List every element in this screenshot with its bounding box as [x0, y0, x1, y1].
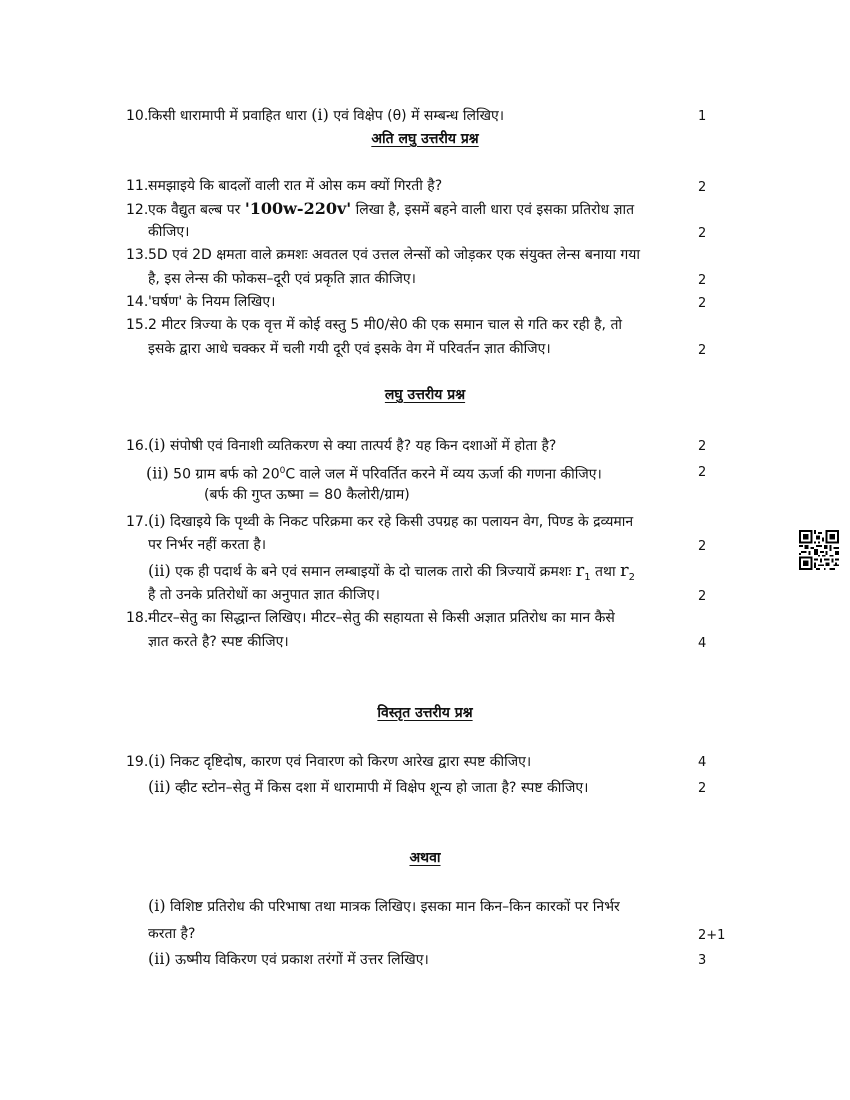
question-12-line2: कीजिए। — [148, 224, 190, 240]
alt-question-i-line2: करता है? — [148, 926, 196, 942]
section-heading-very-short: अति लघु उत्तरीय प्रश्न — [371, 131, 479, 147]
question-17-ii-marks: 2 — [698, 589, 707, 604]
question-16-i-marks: 2 — [698, 439, 707, 454]
question-18-marks: 4 — [698, 636, 707, 651]
question-16-i: 16.(i) संपोषी एवं विनाशी व्यतिकरण से क्या तात्पर्य है? यह किन दशाओं में होता है? — [126, 435, 557, 454]
question-10-marks: 1 — [698, 109, 707, 124]
question-17-ii: (ii) एक ही पदार्थ के बने एवं समान लम्बाइयों के दो चालक तारो की त्रिज्यायें क्रमशः $r_1$ तथा $r_2$ — [148, 560, 636, 583]
question-19-ii-marks: 2 — [698, 781, 707, 796]
question-18: 18.मीटर–सेतु का सिद्धान्त लिखिए। मीटर–सेतु की सहायता से किसी अज्ञात प्रतिरोध का मान कैसे — [126, 610, 615, 626]
section-heading-long: विस्तृत उत्तरीय प्रश्न — [377, 705, 473, 721]
question-15-marks: 2 — [698, 343, 707, 358]
question-15-line2: इसके द्वारा आधे चक्कर में चली गयी दूरी एवं इसके वेग में परिवर्तन ज्ञात कीजिए। — [148, 341, 551, 357]
question-14: 14.'घर्षण' के नियम लिखिए। — [126, 294, 276, 310]
question-19-i-marks: 4 — [698, 755, 707, 770]
question-12-marks: 2 — [698, 226, 707, 241]
question-18-line2: ज्ञात करते है? स्पष्ट कीजिए। — [148, 634, 289, 650]
alt-question-i-marks: 2+1 — [698, 928, 726, 943]
question-13: 13.5D एवं 2D क्षमता वाले क्रमशः अवतल एवं उत्तल लेन्सों को जोड़कर एक संयुक्त लेन्स बनाया गया — [126, 247, 641, 263]
question-14-marks: 2 — [698, 296, 707, 311]
alt-question-ii: (ii) ऊष्मीय विकिरण एवं प्रकाश तरंगों में उत्तर लिखिए। — [148, 949, 429, 968]
question-17-ii-line2: है तो उनके प्रतिरोधों का अनुपात ज्ञात कीजिए। — [148, 587, 380, 603]
alt-question-i: (i) विशिष्ट प्रतिरोध की परिभाषा तथा मात्रक लिखिए। इसका मान किन–किन कारकों पर निर्भर — [148, 896, 620, 915]
section-heading-short: लघु उत्तरीय प्रश्न — [384, 387, 466, 403]
question-10: 10.किसी धारामापी में प्रवाहित धारा (i) एवं विक्षेप (θ) में सम्बन्ध लिखिए। — [126, 105, 505, 124]
question-16-ii-note: (बर्फ की गुप्त ऊष्मा = 80 कैलोरी/ग्राम) — [204, 487, 410, 503]
question-13-line2: है, इस लेन्स की फोकस–दूरी एवं प्रकृति ज्ञात कीजिए। — [148, 271, 416, 287]
question-17-i: 17.(i) दिखाइये कि पृथ्वी के निकट परिक्रमा कर रहे किसी उपग्रह का पलायन वेग, पिण्ड के द्रव्यमान — [126, 511, 634, 530]
question-12: 12.एक वैद्युत बल्ब पर '100w-220v' लिखा है, इसमें बहने वाली धारा एवं इसका प्रतिरोध ज्ञात — [126, 199, 635, 218]
question-16-ii: (ii) 50 ग्राम बर्फ को $20^0C$ वाले जल में परिवर्तित करने में व्यय ऊर्जा की गणना कीजिए। — [146, 463, 602, 483]
question-17-i-marks: 2 — [698, 539, 707, 554]
question-11-marks: 2 — [698, 180, 707, 195]
qr-code-icon[interactable] — [799, 530, 839, 570]
section-heading-or: अथवा — [409, 850, 441, 866]
question-17-i-line2: पर निर्भर नहीं करता है। — [148, 537, 267, 553]
question-19-i: 19.(i) निकट दृष्टिदोष, कारण एवं निवारण को किरण आरेख द्वारा स्पष्ट कीजिए। — [126, 751, 532, 770]
question-13-marks: 2 — [698, 273, 707, 288]
alt-question-ii-marks: 3 — [698, 953, 707, 968]
question-15: 15.2 मीटर त्रिज्या के एक वृत्त में कोई वस्तु 5 मी0/से0 की एक समान चाल से गति कर रही है, तो — [126, 317, 623, 333]
question-11: 11.समझाइये कि बादलों वाली रात में ओस कम क्यों गिरती है? — [126, 178, 443, 194]
question-16-ii-marks: 2 — [698, 465, 707, 480]
question-19-ii: (ii) व्हीट स्टोन–सेतु में किस दशा में धारामापी में विक्षेप शून्य हो जाता है? स्पष्ट कीजिए। — [148, 777, 589, 796]
